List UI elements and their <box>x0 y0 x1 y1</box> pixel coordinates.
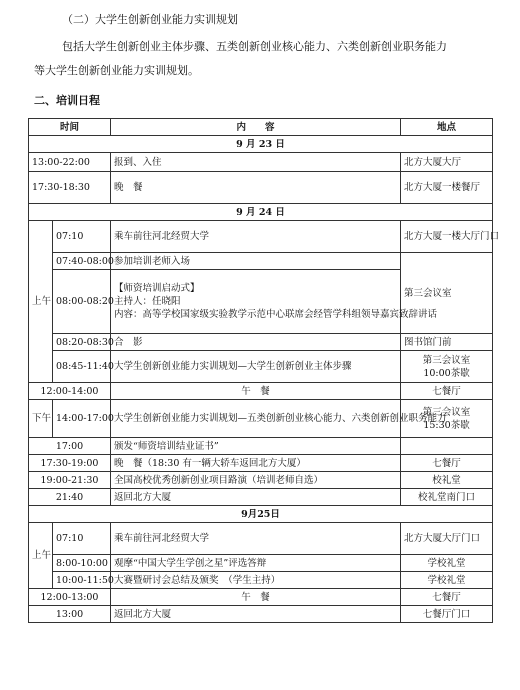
table-row <box>29 472 493 489</box>
day-label: 9月25日 <box>29 506 493 523</box>
content-cell: 报到、入住 <box>111 153 401 172</box>
time-cell: 17:00 <box>29 438 111 455</box>
day-label: 9 月 24 日 <box>29 204 493 221</box>
morning-label: 上午 <box>29 523 53 589</box>
table-row <box>29 153 493 172</box>
content-cell: 午 餐 <box>111 589 401 606</box>
body-paragraph-line-2: 等大学生创新创业能力实训规划。 <box>34 64 199 77</box>
table-row <box>29 589 493 606</box>
afternoon-label: 下午 <box>29 400 53 438</box>
content-cell: 返回北方大厦 <box>111 606 401 623</box>
ceremony-host: 主持人：任晓阳 <box>114 296 181 307</box>
section-title: 二、培训日程 <box>34 94 100 107</box>
table-row <box>29 253 493 270</box>
table-row <box>29 523 493 555</box>
content-cell: 大学生创新创业能力实训规划—五类创新创业核心能力、六类创新创业职务能力 <box>111 400 401 438</box>
day-row <box>29 506 493 523</box>
time-cell: 08:45-11:40 <box>53 351 111 383</box>
body-paragraph-line-1: 包括大学生创新创业主体步骤、五类创新创业核心能力、六类创新创业职务能力 <box>62 40 447 53</box>
location-cell: 学校礼堂 <box>401 555 493 572</box>
header-time: 时间 <box>29 119 111 136</box>
content-cell: 颁发“师资培训结业证书” <box>111 438 401 455</box>
location-cell <box>401 351 493 383</box>
subheading: （二）大学生创新创业能力实训规划 <box>62 13 238 26</box>
morning-label: 上午 <box>29 221 53 383</box>
time-cell: 21:40 <box>29 489 111 506</box>
time-cell: 08:20-08:30 <box>53 334 111 351</box>
time-cell: 07:10 <box>53 523 111 555</box>
header-content: 内 容 <box>111 119 401 136</box>
location-cell: 七餐厅 <box>401 589 493 606</box>
location-cell: 校礼堂 <box>401 472 493 489</box>
time-cell: 07:40-08:00 <box>53 253 111 270</box>
tea-break: 10:00茶歇 <box>423 367 470 379</box>
tea-break: 15:30茶歇 <box>423 419 470 431</box>
table-row <box>29 383 493 400</box>
location-cell: 七餐厅门口 <box>401 606 493 623</box>
day-row <box>29 204 493 221</box>
content-cell: 晚 餐（18:30 有一辆大轿车返回北方大厦） <box>111 455 401 472</box>
location-cell: 七餐厅 <box>401 455 493 472</box>
content-cell: 乘车前往河北经贸大学 <box>111 523 401 555</box>
content-cell: 合 影 <box>111 334 401 351</box>
time-cell: 13:00 <box>29 606 111 623</box>
time-cell: 10:00-11:50 <box>53 572 111 589</box>
location-cell: 第三会议室 <box>401 253 493 334</box>
time-cell: 12:00-14:00 <box>29 383 111 400</box>
table-row <box>29 400 493 438</box>
content-cell: 晚 餐 <box>111 172 401 204</box>
location-cell: 北方大厦大厅门口 <box>401 523 493 555</box>
table-row <box>29 172 493 204</box>
location-cell <box>401 438 493 455</box>
time-cell: 14:00-17:00 <box>53 400 111 438</box>
location-cell: 北方大厦一楼餐厅 <box>401 172 493 204</box>
time-cell: 13:00-22:00 <box>29 153 111 172</box>
location-cell: 七餐厅 <box>401 383 493 400</box>
table-row <box>29 489 493 506</box>
table-row <box>29 455 493 472</box>
time-cell: 08:00-08:20 <box>53 270 111 334</box>
time-cell: 12:00-13:00 <box>29 589 111 606</box>
table-row <box>29 606 493 623</box>
time-cell: 17:30-19:00 <box>29 455 111 472</box>
content-cell: 乘车前往河北经贸大学 <box>111 221 401 253</box>
content-cell: 全国高校优秀创新创业项目路演（培训老师自选） <box>111 472 401 489</box>
location-cell: 校礼堂南门口 <box>401 489 493 506</box>
content-cell: 大赛暨研讨会总结及颁奖 （学生主持） <box>111 572 401 589</box>
location-cell: 北方大厦大厅 <box>401 153 493 172</box>
content-cell: 观摩“中国大学生学创之星”评选答辩 <box>111 555 401 572</box>
location-cell: 学校礼堂 <box>401 572 493 589</box>
location-room: 第三会议室 <box>422 406 471 418</box>
table-row <box>29 221 493 253</box>
ceremony-title: 【师资培训启动式】 <box>114 283 200 294</box>
time-cell: 07:10 <box>53 221 111 253</box>
time-cell: 17:30-18:30 <box>29 172 111 204</box>
table-row <box>29 572 493 589</box>
location-room: 第三会议室 <box>422 354 471 366</box>
time-cell: 8:00-10:00 <box>53 555 111 572</box>
day-label: 9 月 23 日 <box>29 136 493 153</box>
table-header-row <box>29 119 493 136</box>
table-row <box>29 334 493 351</box>
time-cell: 19:00-21:30 <box>29 472 111 489</box>
day-row <box>29 136 493 153</box>
location-cell: 北方大厦一楼大厅门口 <box>401 221 493 253</box>
content-cell: 返回北方大厦 <box>111 489 401 506</box>
content-cell: 午 餐 <box>111 383 401 400</box>
schedule-table <box>28 118 500 623</box>
header-location: 地点 <box>401 119 493 136</box>
content-cell: 参加培训老师入场 <box>111 253 401 270</box>
content-cell: 大学生创新创业能力实训规划—大学生创新创业主体步骤 <box>111 351 401 383</box>
table-row <box>29 555 493 572</box>
location-cell: 图书馆门前 <box>401 334 493 351</box>
table-row <box>29 351 493 383</box>
ceremony-content: 内容：高等学校国家级实验教学示范中心联席会经管学科组领导嘉宾致辞讲话 <box>114 309 438 320</box>
table-row <box>29 438 493 455</box>
